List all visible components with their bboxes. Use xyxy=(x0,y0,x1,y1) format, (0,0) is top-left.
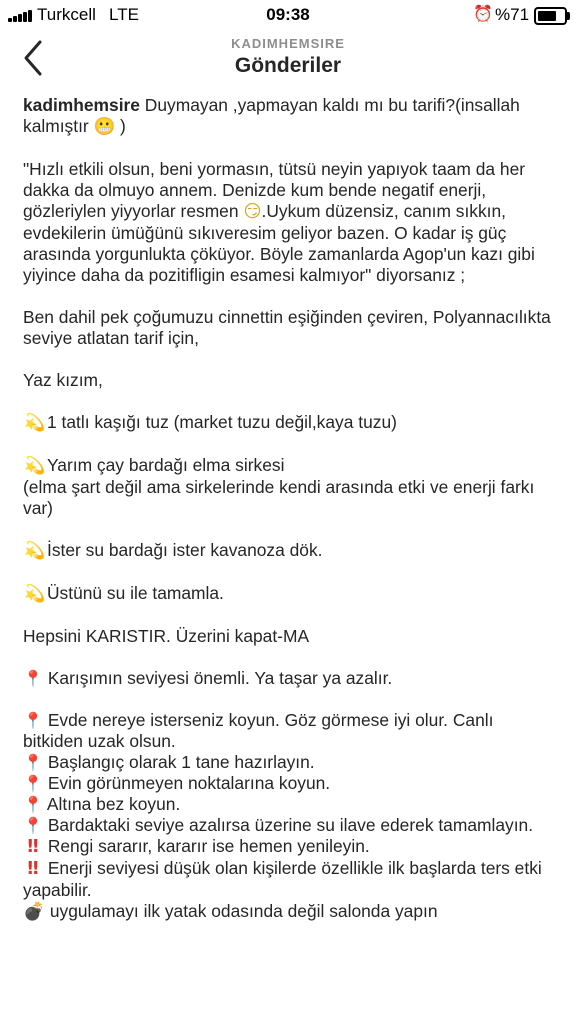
step-1: 💫İster su bardağı ister kavanoza dök. xyxy=(24,540,323,561)
tip-3: 📍 Başlangıç olarak 1 tane hazırlayın. xyxy=(23,752,315,772)
pin-icon: 📍 xyxy=(23,753,43,772)
pin-icon: 📍 xyxy=(23,774,43,793)
bomb-icon: 💣 xyxy=(23,902,45,922)
smirking-face-icon: 😏 xyxy=(243,202,262,222)
last-tip: 💣 uygulamayı ilk yatak odasında değil salonda yapın xyxy=(23,901,438,922)
pin-icon: 📍 xyxy=(23,669,43,688)
caption-intro-2: Ben dahil pek çoğumuzu cinnettin eşiğinden çeviren, Polyannacılıkta seviye atlatan tarif için, xyxy=(23,307,551,348)
battery-icon xyxy=(534,7,567,25)
ingredient-2: 💫Yarım çay bardağı elma sirkesi (elma şart değil ama sirkelerinde kendi arasında etki ve enerji farkı var) xyxy=(23,455,535,518)
post-caption xyxy=(23,95,558,923)
grimacing-face-icon: 😬 xyxy=(93,117,116,137)
carrier-name: Turkcell xyxy=(37,5,96,24)
network-type: LTE xyxy=(109,5,139,24)
caption-yaz: Yaz kızım, xyxy=(23,370,103,390)
step-2: 💫Üstünü su ile tamamla. xyxy=(24,583,224,604)
page-title: Gönderiler xyxy=(234,54,342,77)
dizzy-icon: 💫 xyxy=(24,541,46,561)
tip-6: 📍 Bardaktaki seviye azalırsa üzerine su ilave ederek tamamlayın. xyxy=(23,815,534,835)
caption-intro-end: ) xyxy=(115,116,126,136)
header-username: KADIMHEMSIRE xyxy=(231,36,345,51)
dizzy-icon: 💫 xyxy=(24,413,46,433)
nav-header xyxy=(0,32,576,86)
quote-part-2: .Uykum düzensiz, canım sıkkın, evdekilerin ümüğünü sıkıveresim geliyor bazen. O kadar iş güç arasında yorgunlukta çöküyor. Böyle zamanlarda Agop'un kazı gibi yiyince daha da pozitifligin esamesi kalmıyor" diyorsanız ; xyxy=(23,201,535,285)
caption-intro xyxy=(23,95,558,138)
status-time: 09:38 xyxy=(266,5,310,24)
battery-percentage: %71 xyxy=(495,5,530,24)
alarm-clock-icon: ⏰ xyxy=(473,6,493,23)
tip-4: 📍 Evin görünmeyen noktalarına koyun. xyxy=(23,773,331,793)
pin-icon: 📍 xyxy=(23,816,43,835)
tip-1: 📍 Karışımın seviyesi önemli. Ya taşar ya azalır. xyxy=(23,668,393,688)
pin-icon: 📍 xyxy=(23,711,43,730)
tip-5: 📍 Altına bez koyun. xyxy=(23,794,181,814)
status-bar xyxy=(0,0,576,32)
double-exclamation-icon: ‼ xyxy=(27,859,39,879)
tip-2: 📍 Evde nereye isterseniz koyun. Göz görmese iyi olur. Canlı bitkiden uzak olsun. xyxy=(23,710,494,751)
caption-intro-text: Duymayan ,yapmayan kaldı mı bu tarifi?(insallah kalmıştır xyxy=(23,95,520,136)
warning-1: ‼ Rengi sararır, kararır ise hemen yenileyin. xyxy=(23,836,558,858)
pin-icon: 📍 xyxy=(23,795,43,814)
caption-quote xyxy=(23,159,558,286)
ingredient-1: 💫1 tatlı kaşığı tuz (market tuzu değil,kaya tuzu) xyxy=(24,412,397,433)
quote-part-1: "Hızlı etkili olsun, beni yormasın, tütsü neyin yapıyok taam da her dakka da olmuyo annem. Denizde kum bende negatif enerji, gözleriylen yiyyorlar resmen xyxy=(23,159,526,221)
caption-username[interactable]: kadimhemsire xyxy=(23,95,140,115)
dizzy-icon: 💫 xyxy=(24,584,46,604)
mix-instruction: Hepsini KARISTIR. Üzerini kapat-MA xyxy=(23,626,310,646)
warning-2: ‼ Enerji seviyesi düşük olan kişilerde özellikle ilk başlarda ters etki yapabilir. xyxy=(23,858,542,900)
ingredient-2-note: (elma şart değil ama sirkelerinde kendi arasında etki ve enerji farkı var) xyxy=(23,477,535,518)
double-exclamation-icon: ‼ xyxy=(27,837,39,857)
dizzy-icon: 💫 xyxy=(24,456,46,476)
